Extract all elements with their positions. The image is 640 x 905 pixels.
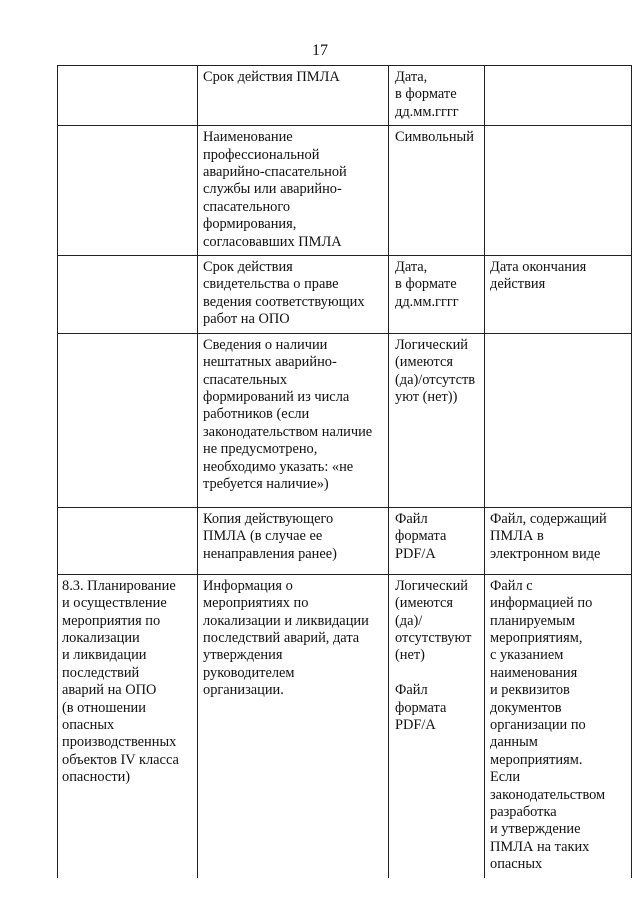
section-cell <box>58 256 198 334</box>
note-cell <box>485 333 632 507</box>
field-cell: Срок действия ПМЛА <box>198 66 389 126</box>
table-row <box>58 507 632 574</box>
table-row <box>58 126 632 256</box>
field-cell: Наименование профессиональной аварийно-спасательной службы или аварийно- спасательного формирования, согласовавших ПМЛА <box>198 126 389 256</box>
section-cell <box>58 66 198 126</box>
section-cell <box>58 507 198 574</box>
requirements-table <box>57 65 632 878</box>
type-cell: Дата, в формате дд.мм.гггг <box>389 256 485 334</box>
note-cell <box>485 66 632 126</box>
field-cell: Копия действующего ПМЛА (в случае ее ненаправления ранее) <box>198 507 389 574</box>
table-row <box>58 333 632 507</box>
type-cell: Дата, в формате дд.мм.гггг <box>389 66 485 126</box>
note-cell: Дата окончания действия <box>485 256 632 334</box>
note-cell: Файл, содержащий ПМЛА в электронном виде <box>485 507 632 574</box>
table-row <box>58 256 632 334</box>
section-cell <box>58 333 198 507</box>
note-cell: Файл с информацией по планируемым мероприятиям, с указанием наименования и реквизитов документов организации по данным мероприятиям. Если законодательством разработка и утверждение ПМЛА на таких опасных <box>485 574 632 877</box>
field-cell: Информация о мероприятиях по локализации и ликвидации последствий аварий, дата утверждения руководителем организации. <box>198 574 389 877</box>
section-cell: 8.3. Планирование и осуществление мероприятия по локализации и ликвидации последствий аварий на ОПО (в отношении опасных производственных объектов IV класса опасности) <box>58 574 198 877</box>
table-row <box>58 66 632 126</box>
field-cell: Срок действия свидетельства о праве ведения соответствующих работ на ОПО <box>198 256 389 334</box>
table-row <box>58 574 632 877</box>
field-cell: Сведения о наличии нештатных аварийно- спасательных формирований из числа работников (если законодательством наличие не предусмотрено, необходимо указать: «не требуется наличие») <box>198 333 389 507</box>
type-cell: Символьный <box>389 126 485 256</box>
page-number: 17 <box>312 42 328 59</box>
type-cell: Файл формата PDF/A <box>389 507 485 574</box>
type-cell: Логический (имеются (да)/отсутств уют (нет)) <box>389 333 485 507</box>
note-cell <box>485 126 632 256</box>
section-cell <box>58 126 198 256</box>
type-cell: Логический (имеются (да)/ отсутствуют (нет) Файл формата PDF/A <box>389 574 485 877</box>
